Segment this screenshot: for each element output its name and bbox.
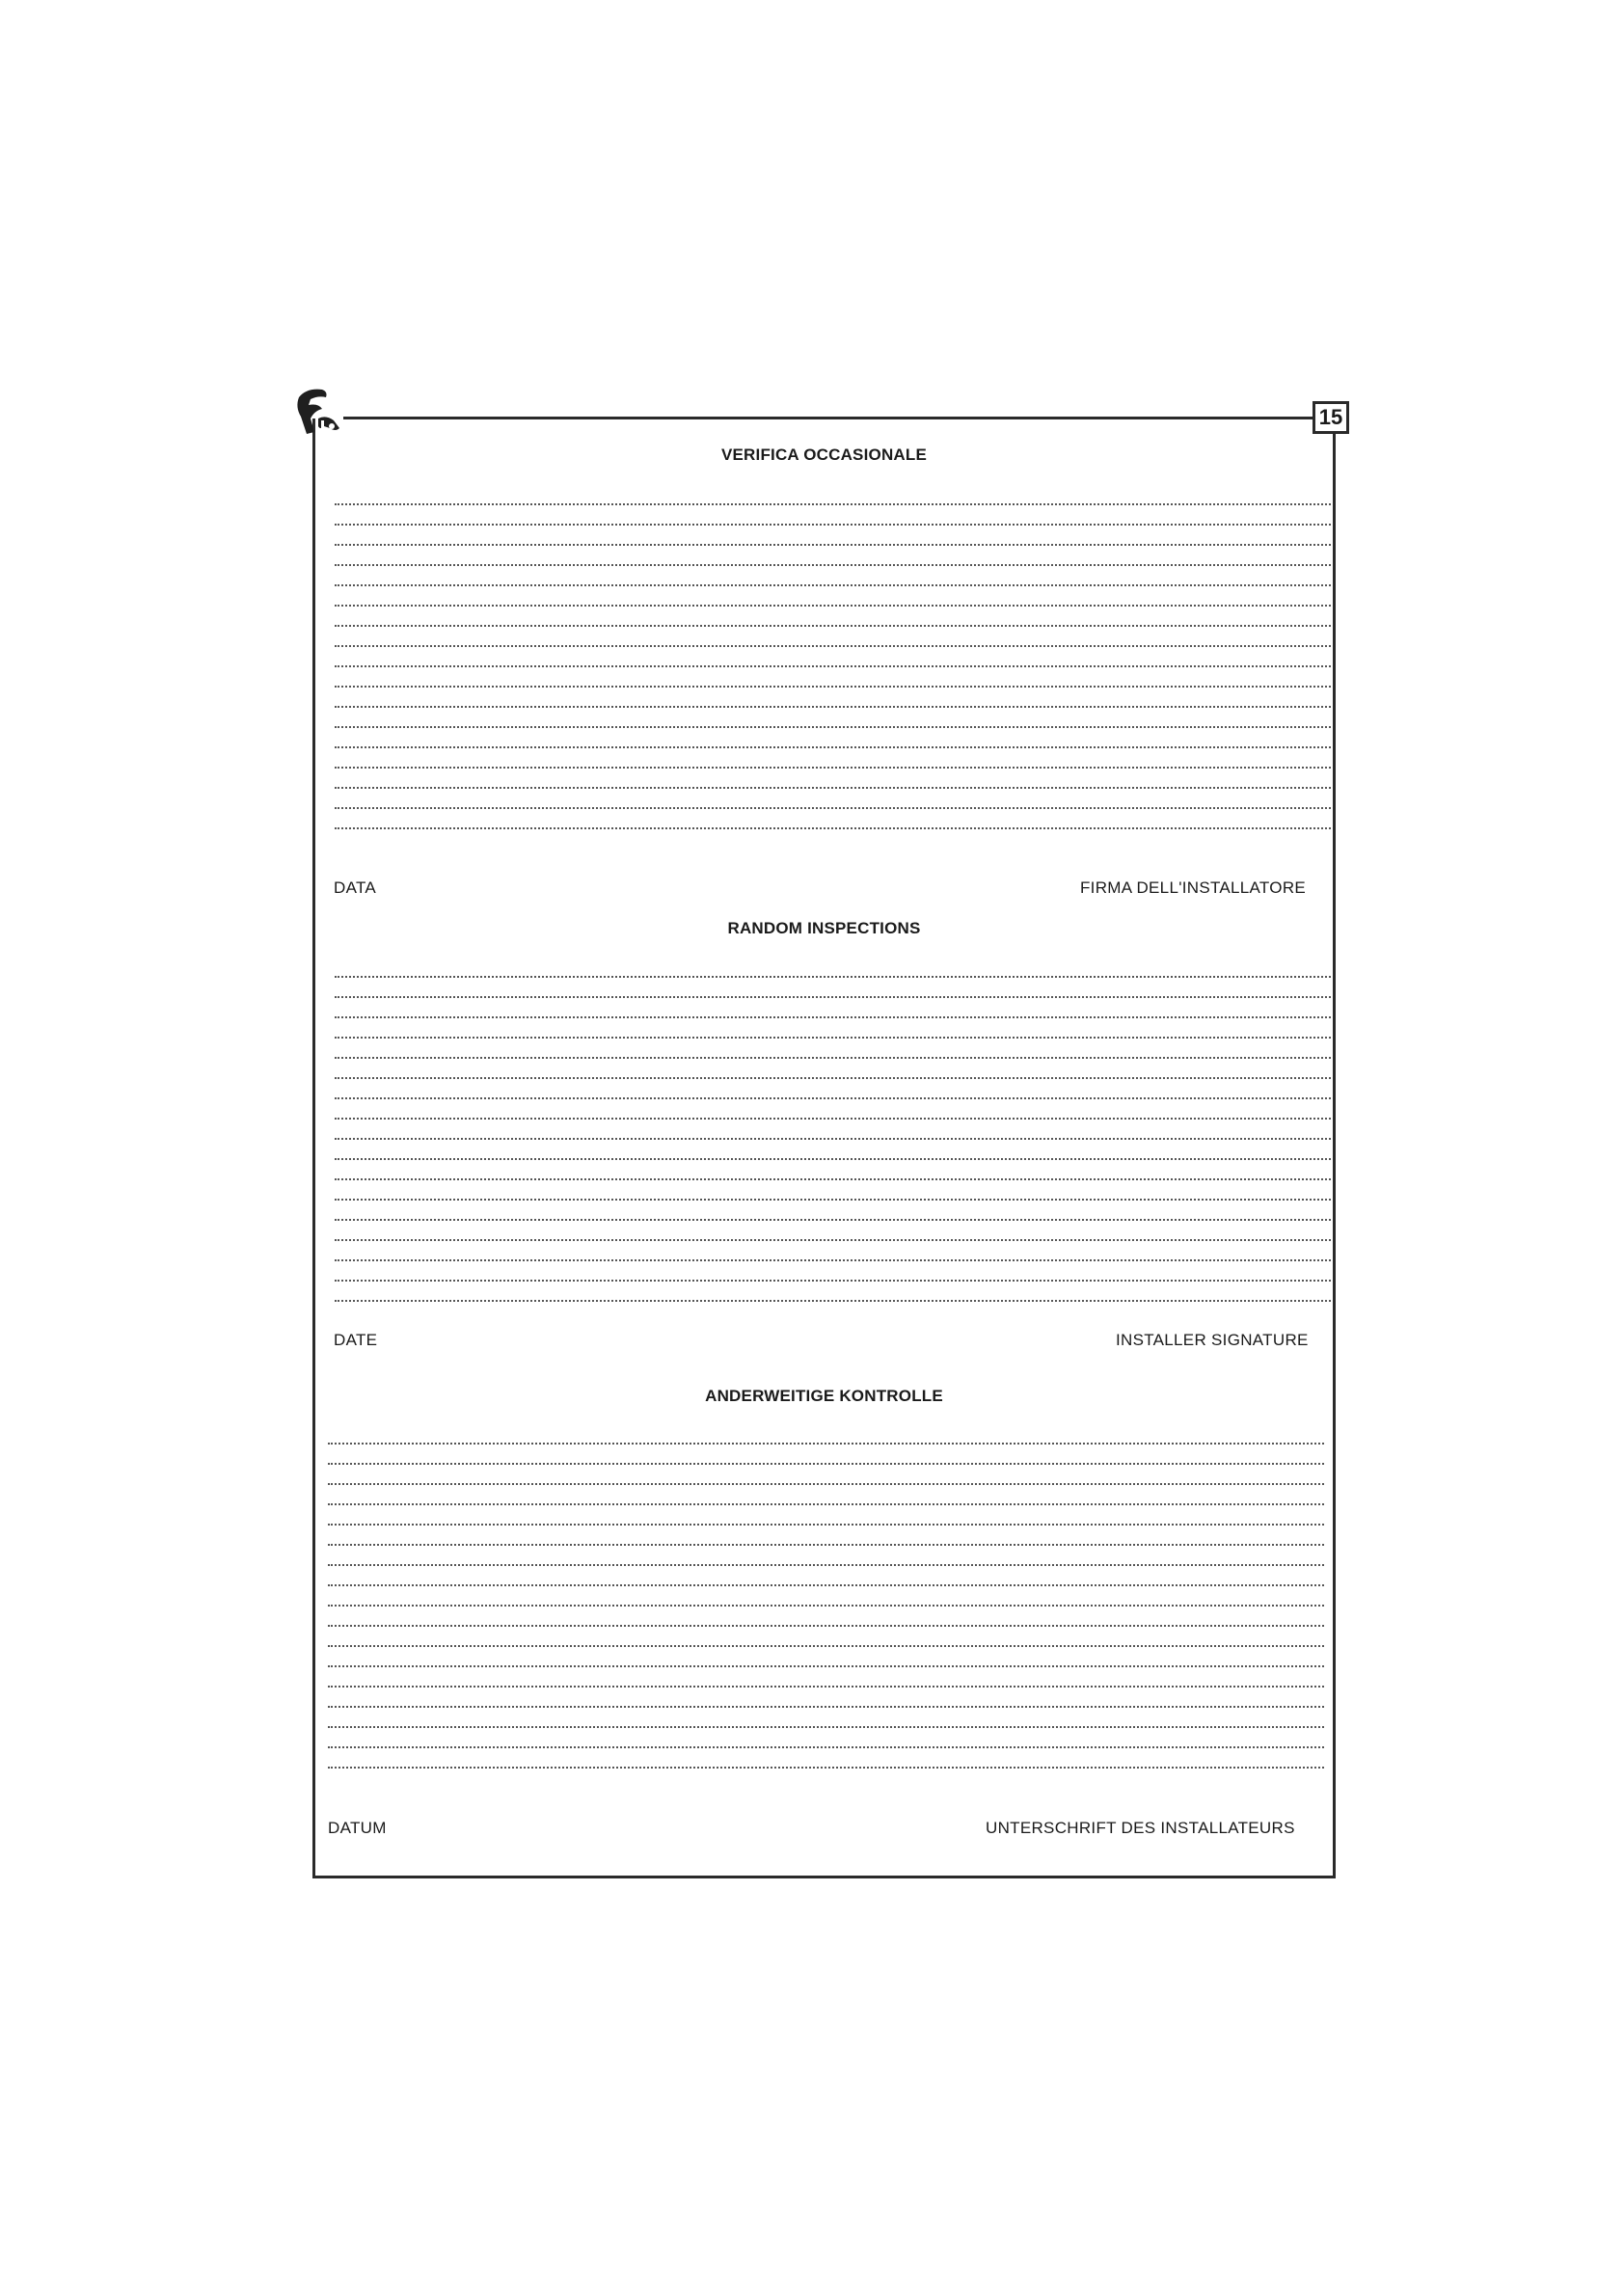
write-line[interactable]	[335, 1180, 1331, 1201]
write-line[interactable]	[335, 728, 1331, 748]
date-label-verifica: DATA	[334, 878, 377, 897]
write-line[interactable]	[328, 1586, 1324, 1607]
write-line[interactable]	[335, 647, 1331, 667]
write-line[interactable]	[328, 1748, 1324, 1769]
top-rule	[343, 417, 1313, 419]
date-label-random: DATE	[334, 1331, 378, 1349]
write-line[interactable]	[328, 1424, 1324, 1445]
write-line[interactable]	[335, 627, 1331, 647]
write-line[interactable]	[335, 1160, 1331, 1180]
write-line[interactable]	[328, 1708, 1324, 1728]
write-line[interactable]	[335, 667, 1331, 688]
dotted-lines-anderweitige	[328, 1424, 1324, 1769]
write-line[interactable]	[335, 1018, 1331, 1039]
write-line[interactable]	[335, 526, 1331, 546]
write-line[interactable]	[335, 789, 1331, 809]
write-line[interactable]	[335, 1221, 1331, 1241]
write-line[interactable]	[328, 1505, 1324, 1526]
write-line[interactable]	[328, 1566, 1324, 1586]
dotted-lines-verifica	[335, 485, 1331, 829]
write-line[interactable]	[335, 1282, 1331, 1302]
write-line[interactable]	[335, 769, 1331, 789]
write-line[interactable]	[335, 809, 1331, 829]
section-title-random: RANDOM INSPECTIONS	[727, 919, 921, 937]
write-line[interactable]	[335, 607, 1331, 627]
write-line[interactable]	[328, 1546, 1324, 1566]
write-line[interactable]	[328, 1688, 1324, 1708]
write-line[interactable]	[328, 1607, 1324, 1627]
signature-label-anderweitige: UNTERSCHRIFT DES INSTALLATEURS	[986, 1819, 1295, 1837]
date-label-anderweitige: DATUM	[328, 1819, 387, 1837]
write-line[interactable]	[335, 586, 1331, 607]
section-title-verifica: VERIFICA OCCASIONALE	[720, 446, 928, 464]
write-line[interactable]	[335, 546, 1331, 566]
write-line[interactable]	[335, 1201, 1331, 1221]
write-line[interactable]	[335, 566, 1331, 586]
write-line[interactable]	[335, 748, 1331, 769]
write-line[interactable]	[335, 1140, 1331, 1160]
write-line[interactable]	[328, 1627, 1324, 1647]
write-line[interactable]	[335, 998, 1331, 1018]
write-line[interactable]	[328, 1445, 1324, 1465]
signature-label-verifica: FIRMA DELL'INSTALLATORE	[1080, 878, 1307, 897]
write-line[interactable]	[335, 1079, 1331, 1099]
write-line[interactable]	[335, 1241, 1331, 1261]
signature-label-random: INSTALLER SIGNATURE	[1116, 1331, 1309, 1349]
write-line[interactable]	[328, 1465, 1324, 1485]
write-line[interactable]	[335, 485, 1331, 505]
write-line[interactable]	[328, 1526, 1324, 1546]
brand-logo-icon	[289, 384, 347, 440]
dotted-lines-random	[335, 958, 1331, 1302]
write-line[interactable]	[335, 1120, 1331, 1140]
write-line[interactable]	[328, 1667, 1324, 1688]
page-number: 15	[1313, 401, 1349, 434]
write-line[interactable]	[335, 688, 1331, 708]
write-line[interactable]	[335, 1059, 1331, 1079]
write-line[interactable]	[328, 1485, 1324, 1505]
section-title-anderweitige: ANDERWEITIGE KONTROLLE	[705, 1387, 943, 1405]
write-line[interactable]	[335, 708, 1331, 728]
write-line[interactable]	[335, 978, 1331, 998]
write-line[interactable]	[335, 1261, 1331, 1282]
write-line[interactable]	[335, 958, 1331, 978]
write-line[interactable]	[335, 1099, 1331, 1120]
write-line[interactable]	[335, 1039, 1331, 1059]
write-line[interactable]	[328, 1647, 1324, 1667]
write-line[interactable]	[328, 1728, 1324, 1748]
write-line[interactable]	[335, 505, 1331, 526]
